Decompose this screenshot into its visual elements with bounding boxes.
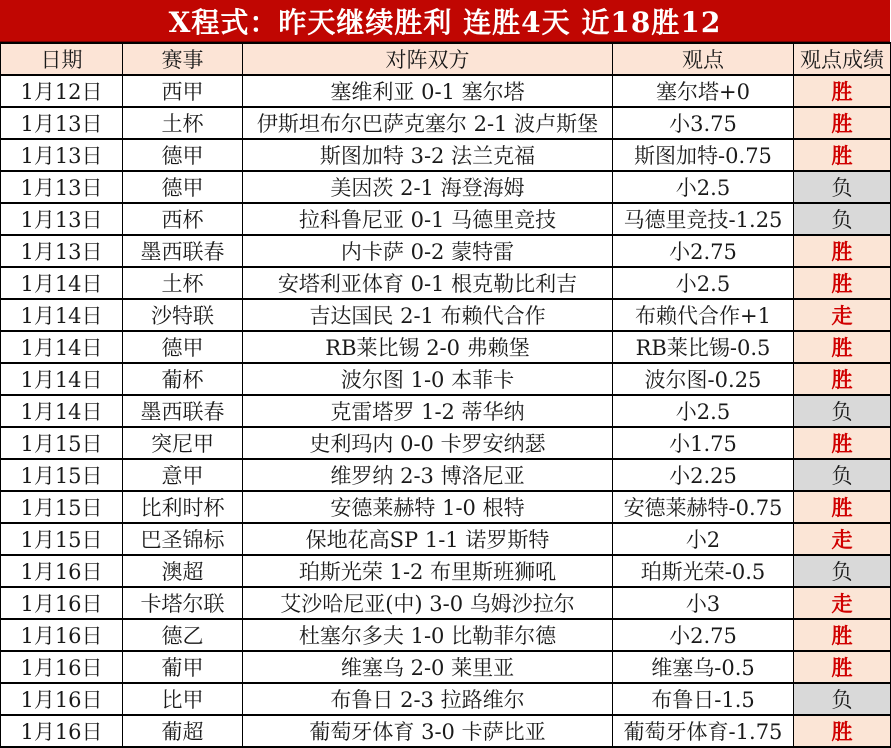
date-cell: 1月13日 — [1, 107, 123, 139]
date-cell: 1月14日 — [1, 395, 123, 427]
date-cell: 1月12日 — [1, 75, 123, 107]
date-cell: 1月15日 — [1, 491, 123, 523]
date-cell: 1月14日 — [1, 299, 123, 331]
league-cell: 葡杯 — [123, 363, 243, 395]
header-row — [1, 43, 891, 75]
result-cell: 负 — [794, 171, 891, 203]
match-cell: 布鲁日 2-3 拉路维尔 — [243, 683, 613, 715]
column-header-match: 对阵双方 — [243, 43, 613, 75]
table-row — [1, 395, 891, 427]
table-row — [1, 523, 891, 555]
table-row — [1, 427, 891, 459]
match-cell: 安德莱赫特 1-0 根特 — [243, 491, 613, 523]
view-cell: RB莱比锡-0.5 — [613, 331, 794, 363]
table-row — [1, 587, 891, 619]
match-cell: 保地花高SP 1-1 诺罗斯特 — [243, 523, 613, 555]
view-cell: 塞尔塔+0 — [613, 75, 794, 107]
view-cell: 波尔图-0.25 — [613, 363, 794, 395]
table-row — [1, 491, 891, 523]
league-cell: 土杯 — [123, 267, 243, 299]
league-cell: 西甲 — [123, 75, 243, 107]
view-cell: 小2.75 — [613, 235, 794, 267]
page-title: X程式：昨天继续胜利 连胜4天 近18胜12 — [168, 5, 722, 39]
match-cell: 维塞乌 2-0 莱里亚 — [243, 651, 613, 683]
match-cell: 维罗纳 2-3 博洛尼亚 — [243, 459, 613, 491]
view-cell: 安德莱赫特-0.75 — [613, 491, 794, 523]
league-cell: 卡塔尔联 — [123, 587, 243, 619]
table-row — [1, 331, 891, 363]
table-row — [1, 75, 891, 107]
result-cell: 胜 — [794, 235, 891, 267]
table-row — [1, 203, 891, 235]
league-cell: 比甲 — [123, 683, 243, 715]
table-row — [1, 299, 891, 331]
view-cell: 斯图加特-0.75 — [613, 139, 794, 171]
date-cell: 1月14日 — [1, 363, 123, 395]
league-cell: 墨西联春 — [123, 235, 243, 267]
table-row — [1, 267, 891, 299]
league-cell: 葡超 — [123, 715, 243, 747]
result-cell: 负 — [794, 459, 891, 491]
column-header-date: 日期 — [1, 43, 123, 75]
table-row — [1, 651, 891, 683]
date-cell: 1月13日 — [1, 139, 123, 171]
table-row — [1, 459, 891, 491]
view-cell: 马德里竞技-1.25 — [613, 203, 794, 235]
league-cell: 德甲 — [123, 139, 243, 171]
result-cell: 胜 — [794, 107, 891, 139]
result-cell: 胜 — [794, 139, 891, 171]
column-header-league: 赛事 — [123, 43, 243, 75]
view-cell: 小3.75 — [613, 107, 794, 139]
match-cell: 塞维利亚 0-1 塞尔塔 — [243, 75, 613, 107]
league-cell: 沙特联 — [123, 299, 243, 331]
league-cell: 西杯 — [123, 203, 243, 235]
league-cell: 德乙 — [123, 619, 243, 651]
result-cell: 走 — [794, 299, 891, 331]
column-header-view: 观点 — [613, 43, 794, 75]
result-cell: 胜 — [794, 267, 891, 299]
result-cell: 胜 — [794, 331, 891, 363]
view-cell: 布鲁日-1.5 — [613, 683, 794, 715]
table-row — [1, 107, 891, 139]
result-cell: 胜 — [794, 715, 891, 747]
result-cell: 胜 — [794, 363, 891, 395]
view-cell: 小3 — [613, 587, 794, 619]
view-cell: 珀斯光荣-0.5 — [613, 555, 794, 587]
title-banner — [0, 0, 890, 42]
match-cell: 波尔图 1-0 本菲卡 — [243, 363, 613, 395]
league-cell: 土杯 — [123, 107, 243, 139]
match-cell: 斯图加特 3-2 法兰克福 — [243, 139, 613, 171]
league-cell: 巴圣锦标 — [123, 523, 243, 555]
match-cell: 内卡萨 0-2 蒙特雷 — [243, 235, 613, 267]
record-table — [0, 42, 891, 748]
date-cell: 1月16日 — [1, 715, 123, 747]
date-cell: 1月16日 — [1, 651, 123, 683]
view-cell: 布赖代合作+1 — [613, 299, 794, 331]
table-row — [1, 555, 891, 587]
view-cell: 维塞乌-0.5 — [613, 651, 794, 683]
result-cell: 走 — [794, 523, 891, 555]
column-header-result: 观点成绩 — [794, 43, 891, 75]
match-cell: RB莱比锡 2-0 弗赖堡 — [243, 331, 613, 363]
date-cell: 1月14日 — [1, 267, 123, 299]
result-cell: 负 — [794, 555, 891, 587]
match-cell: 史利玛内 0-0 卡罗安纳瑟 — [243, 427, 613, 459]
view-cell: 小2.5 — [613, 395, 794, 427]
table-row — [1, 139, 891, 171]
date-cell: 1月15日 — [1, 523, 123, 555]
match-cell: 艾沙哈尼亚(中) 3-0 乌姆沙拉尔 — [243, 587, 613, 619]
result-cell: 负 — [794, 683, 891, 715]
table-row — [1, 171, 891, 203]
view-cell: 小1.75 — [613, 427, 794, 459]
view-cell: 小2 — [613, 523, 794, 555]
league-cell: 墨西联春 — [123, 395, 243, 427]
date-cell: 1月14日 — [1, 331, 123, 363]
league-cell: 意甲 — [123, 459, 243, 491]
view-cell: 小2.75 — [613, 619, 794, 651]
table-row — [1, 715, 891, 747]
table-row — [1, 235, 891, 267]
record-table-body — [1, 75, 891, 747]
result-cell: 走 — [794, 587, 891, 619]
league-cell: 葡甲 — [123, 651, 243, 683]
view-cell: 小2.5 — [613, 267, 794, 299]
league-cell: 德甲 — [123, 331, 243, 363]
result-cell: 胜 — [794, 491, 891, 523]
result-cell: 胜 — [794, 75, 891, 107]
match-cell: 安塔利亚体育 0-1 根克勒比利吉 — [243, 267, 613, 299]
match-cell: 克雷塔罗 1-2 蒂华纳 — [243, 395, 613, 427]
league-cell: 比利时杯 — [123, 491, 243, 523]
match-cell: 拉科鲁尼亚 0-1 马德里竞技 — [243, 203, 613, 235]
date-cell: 1月16日 — [1, 683, 123, 715]
date-cell: 1月13日 — [1, 235, 123, 267]
table-row — [1, 363, 891, 395]
date-cell: 1月16日 — [1, 555, 123, 587]
result-cell: 负 — [794, 395, 891, 427]
league-cell: 德甲 — [123, 171, 243, 203]
match-cell: 葡萄牙体育 3-0 卡萨比亚 — [243, 715, 613, 747]
view-cell: 小2.5 — [613, 171, 794, 203]
table-row — [1, 683, 891, 715]
match-cell: 杜塞尔多夫 1-0 比勒菲尔德 — [243, 619, 613, 651]
date-cell: 1月16日 — [1, 587, 123, 619]
view-cell: 葡萄牙体育-1.75 — [613, 715, 794, 747]
table-row — [1, 619, 891, 651]
match-cell: 珀斯光荣 1-2 布里斯班狮吼 — [243, 555, 613, 587]
date-cell: 1月15日 — [1, 427, 123, 459]
date-cell: 1月13日 — [1, 203, 123, 235]
league-cell: 突尼甲 — [123, 427, 243, 459]
result-cell: 胜 — [794, 651, 891, 683]
match-cell: 伊斯坦布尔巴萨克塞尔 2-1 波卢斯堡 — [243, 107, 613, 139]
match-cell: 美因茨 2-1 海登海姆 — [243, 171, 613, 203]
view-cell: 小2.25 — [613, 459, 794, 491]
result-cell: 胜 — [794, 427, 891, 459]
result-cell: 负 — [794, 203, 891, 235]
match-cell: 吉达国民 2-1 布赖代合作 — [243, 299, 613, 331]
date-cell: 1月16日 — [1, 619, 123, 651]
league-cell: 澳超 — [123, 555, 243, 587]
date-cell: 1月13日 — [1, 171, 123, 203]
result-cell: 胜 — [794, 619, 891, 651]
date-cell: 1月15日 — [1, 459, 123, 491]
